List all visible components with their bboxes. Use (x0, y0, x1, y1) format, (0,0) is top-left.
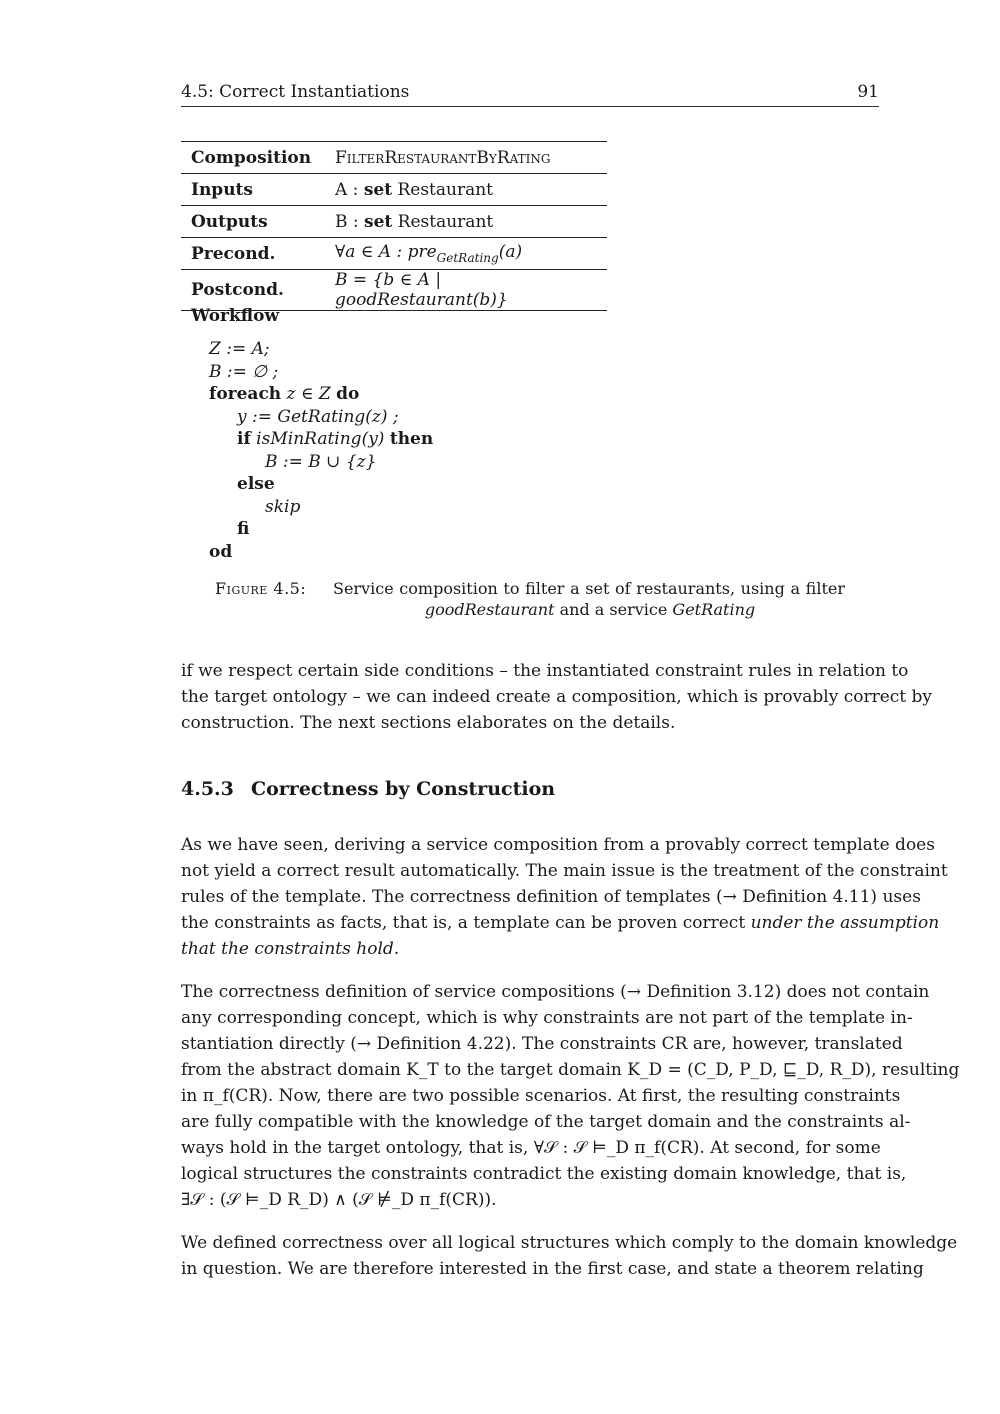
spec-row-postcond (181, 270, 607, 311)
spec-key: Inputs (181, 174, 325, 206)
spec-row-composition (181, 142, 607, 174)
code-line: od (209, 541, 233, 562)
spec-value-inputs: A : set Restaurant (325, 174, 607, 206)
code-line: B := B ∪ {z} (265, 451, 377, 472)
figure-caption (215, 578, 845, 620)
code-line: skip (265, 496, 301, 517)
spec-value-composition: FilterRestaurantByRating (325, 142, 607, 174)
spec-row-precond (181, 238, 607, 270)
spec-value-outputs: B : set Restaurant (325, 206, 607, 238)
paragraph-intro: if we respect certain side conditions – the instantiated constraint rules in relation to the target ontology – we can indeed create a composition, which is provably correct by construction. The next sections elaborates on the details. (181, 661, 933, 733)
caption-text: Service composition to filter a set of restaurants, using a filter (333, 579, 845, 598)
spec-key: Precond. (181, 238, 325, 270)
code-line: fi (237, 519, 250, 539)
workflow-label: Workflow (191, 306, 280, 326)
section-title: Correctness by Construction (251, 778, 556, 800)
code-line: else (237, 474, 275, 494)
running-head-section: 4.5: Correct Instantiations (181, 82, 410, 102)
code-line: B := ∅ ; (209, 361, 279, 382)
page-number: 91 (857, 82, 879, 102)
spec-row-inputs (181, 174, 607, 206)
paragraph-definition: The correctness definition of service compositions (→ Definition 3.12) does not contain any corresponding concept, which is why constraints are not part of the template in- stantiation directly (→ Definition 4.22). The constraints CR are, however, translated from the abstract domain K_T to the target domain K_D = (C_D, P_D, ⊑_D, R_D), resulting in π_f(CR). Now, there are two possible scenarios. At first, the resulting constraints are fully compatible with the knowledge of the target domain and the constraints al- ways hold in the target ontology, that is, ∀𝒮 : 𝒮 ⊨_D π_f(CR). At second, for some logical structures the constraints contradict the existing domain knowledge, that is, ∃𝒮 : (𝒮 ⊨_D R_D) ∧ (𝒮 ⊭_D π_f(CR)). (181, 982, 960, 1210)
caption-text-line2: goodRestaurant and a service GetRating (424, 600, 756, 619)
paragraph-theorem: We defined correctness over all logical structures which comply to the domain knowledge in question. We are therefore interested in the first case, and state a theorem relating (181, 1233, 958, 1279)
spec-key: Postcond. (181, 270, 325, 311)
workflow-code (209, 338, 433, 563)
section-heading (181, 778, 555, 800)
paragraph-correctness: As we have seen, deriving a service composition from a provably correct template does not yield a correct result automatically. The main issue is the treatment of the constraint rules of the template. The correctness definition of templates (→ Definition 4.11) uses the constraints as facts, that is, a template can be proven correct under the assumption that the constraints hold. (181, 835, 948, 959)
running-head (181, 82, 879, 107)
spec-key: Composition (181, 142, 325, 174)
code-line: Z := A; (209, 339, 270, 359)
code-line: foreach z ∈ Z do (209, 384, 360, 404)
spec-key: Outputs (181, 206, 325, 238)
section-number: 4.5.3 (181, 778, 234, 800)
code-line: if isMinRating(y) then (237, 429, 434, 449)
spec-value-postcond: B = {b ∈ A | goodRestaurant(b)} (325, 270, 607, 311)
spec-value-precond: ∀a ∈ A : pre$_{GetRating}$(a) (325, 238, 607, 270)
spec-row-outputs (181, 206, 607, 238)
composition-spec-table (181, 141, 607, 311)
figure-label: Figure 4.5: (215, 579, 307, 598)
code-line: y := GetRating(z) ; (237, 406, 399, 427)
